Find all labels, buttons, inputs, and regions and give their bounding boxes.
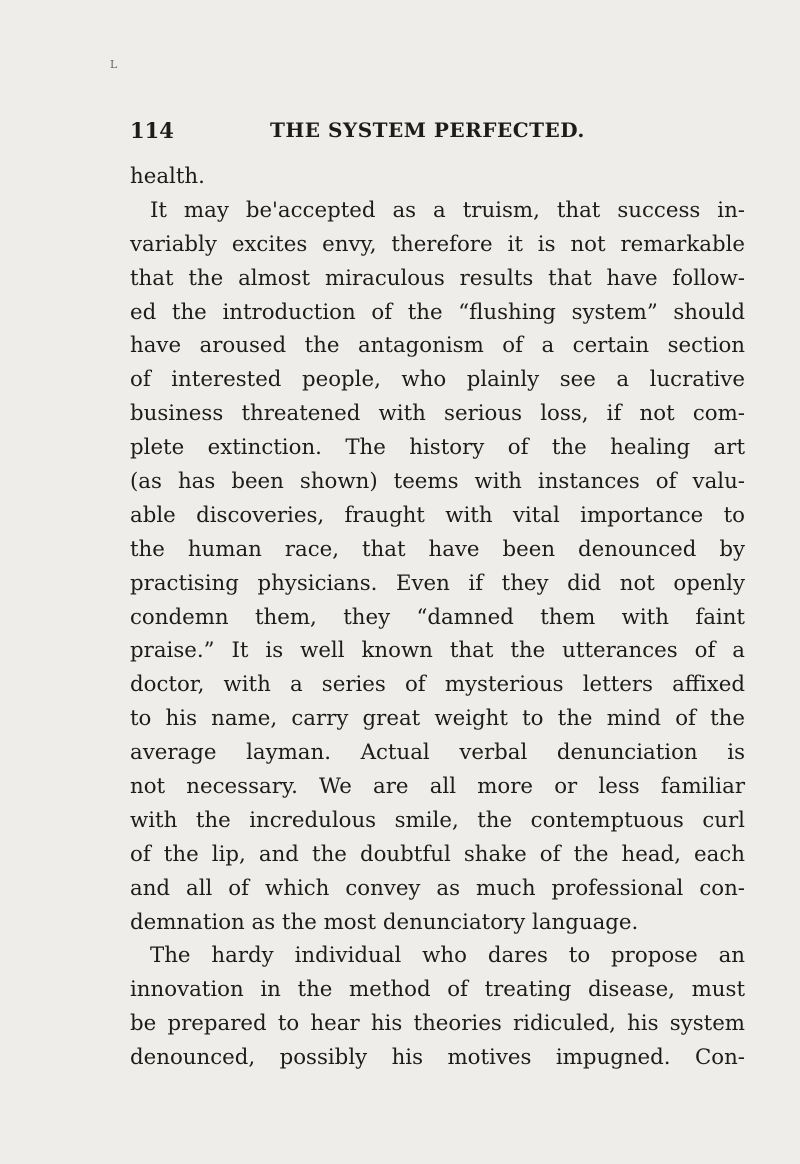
text-line: business threatened with serious loss, if not com- <box>130 401 745 427</box>
text-line: praise.” It is well known that the utterances of a <box>130 638 745 664</box>
text-line: able discoveries, fraught with vital importance to <box>130 502 745 528</box>
text-line: condemn them, they “damned them with faint <box>130 604 745 630</box>
text-line: ed the introduction of the “flushing system” should <box>130 299 745 325</box>
text-line: demnation as the most denunciatory language. <box>130 909 639 935</box>
page-header <box>130 118 740 148</box>
text-line: practising physicians. Even if they did not openly <box>130 570 745 596</box>
text-line: be prepared to hear his theories ridiculed, his system <box>130 1011 745 1037</box>
text-line: the human race, that have been denounced by <box>130 536 745 562</box>
text-line: variably excites envy, therefore it is not remarkable <box>130 231 745 257</box>
text-line: average layman. Actual verbal denunciation is <box>130 740 745 766</box>
corner-mark: L <box>110 58 118 71</box>
text-line: innovation in the method of treating disease, must <box>130 977 745 1003</box>
text-line: and all of which convey as much professional con- <box>130 875 745 901</box>
page-number: 114 <box>130 118 174 143</box>
text-line: plete extinction. The history of the healing art <box>130 435 745 461</box>
text-line: denounced, possibly his motives impugned. Con- <box>130 1045 745 1071</box>
text-line: not necessary. We are all more or less familiar <box>130 774 745 800</box>
body-text <box>130 160 745 1075</box>
text-line: of interested people, who plainly see a lucrative <box>130 367 745 393</box>
text-line: It may be'accepted as a truism, that success in- <box>150 197 745 223</box>
text-line: health. <box>130 164 205 189</box>
text-line: to his name, carry great weight to the mind of the <box>130 706 745 732</box>
text-line: with the incredulous smile, the contemptuous curl <box>130 807 745 833</box>
text-line: of the lip, and the doubtful shake of the head, each <box>130 841 745 867</box>
text-line: have aroused the antagonism of a certain section <box>130 333 745 359</box>
text-line: doctor, with a series of mysterious letters affixed <box>130 672 745 698</box>
text-line: (as has been shown) teems with instances of valu- <box>130 469 745 495</box>
running-head: THE SYSTEM PERFECTED. <box>270 118 585 142</box>
text-line: that the almost miraculous results that have follow- <box>130 265 745 291</box>
text-line: The hardy individual who dares to propose an <box>150 943 745 969</box>
